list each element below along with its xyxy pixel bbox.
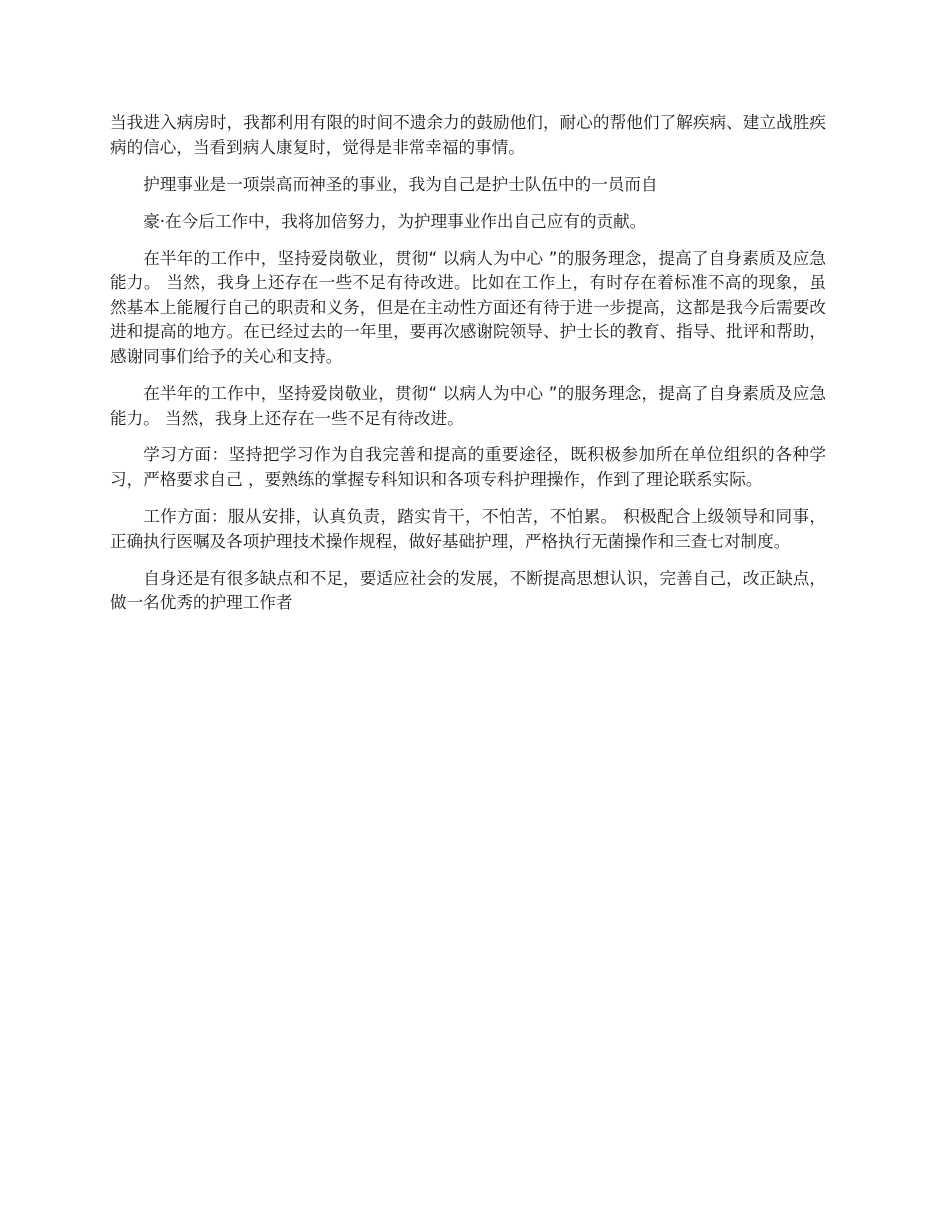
paragraph-7: 工作方面：服从安排，认真负责，踏实肯干，不怕苦，不怕累。 积极配合上级领导和同事，正确执行医嘱及各项护理技术操作规程，做好基础护理，严格执行无菌操作和三查七对制度。 (110, 507, 826, 551)
paragraph-8: 自身还是有很多缺点和不足，要适应社会的发展，不断提高思想认识，完善自己，改正缺点，做一名优秀的护理工作者 (110, 568, 826, 613)
paragraph-3: 豪·在今后工作中，我将加倍努力，为护理事业作出自己应有的贡献。 (143, 211, 647, 231)
paragraph-2: 护理事业是一项崇高而神圣的事业，我为自己是护士队伍中的一员而自 (143, 174, 658, 194)
paragraph-6: 学习方面：坚持把学习作为自我完善和提高的重要途径，既积极参加所在单位组织的各种学习，严格要求自己 ，要熟练的掌握专科知识和各项专科护理操作，作到了理论联系实际。 (110, 445, 826, 490)
paragraph-4: 在半年的工作中，坚持爱岗敬业，贯彻“ 以病人为中心 ”的服务理念，提高了自身素质及应急能力。 当然，我身上还存在一些不足有待改进。比如在工作上，有时存在着标准不高的现象，虽然基本上能履行自己的职责和义务，但是在主动性方面还有待于进一步提高，这都是我今后需要改进和提高的地方。在已经过去的一年里，要再次感谢院领导、护士长的教育、指导、批评和帮助，感谢同事们给予的关心和支持。 (110, 248, 826, 366)
paragraph-5: 在半年的工作中，坚持爱岗敬业，贯彻“ 以病人为中心 ”的服务理念，提高了自身素质及应急能力。 当然，我身上还存在一些不足有待改进。 (110, 383, 826, 428)
document-body (110, 111, 826, 628)
paragraph-1: 当我进入病房时，我都利用有限的时间不遗余力的鼓励他们，耐心的帮他们了解疾病、建立战胜疾病的信心，当看到病人康复时，觉得是非常幸福的事情。 (110, 113, 826, 157)
